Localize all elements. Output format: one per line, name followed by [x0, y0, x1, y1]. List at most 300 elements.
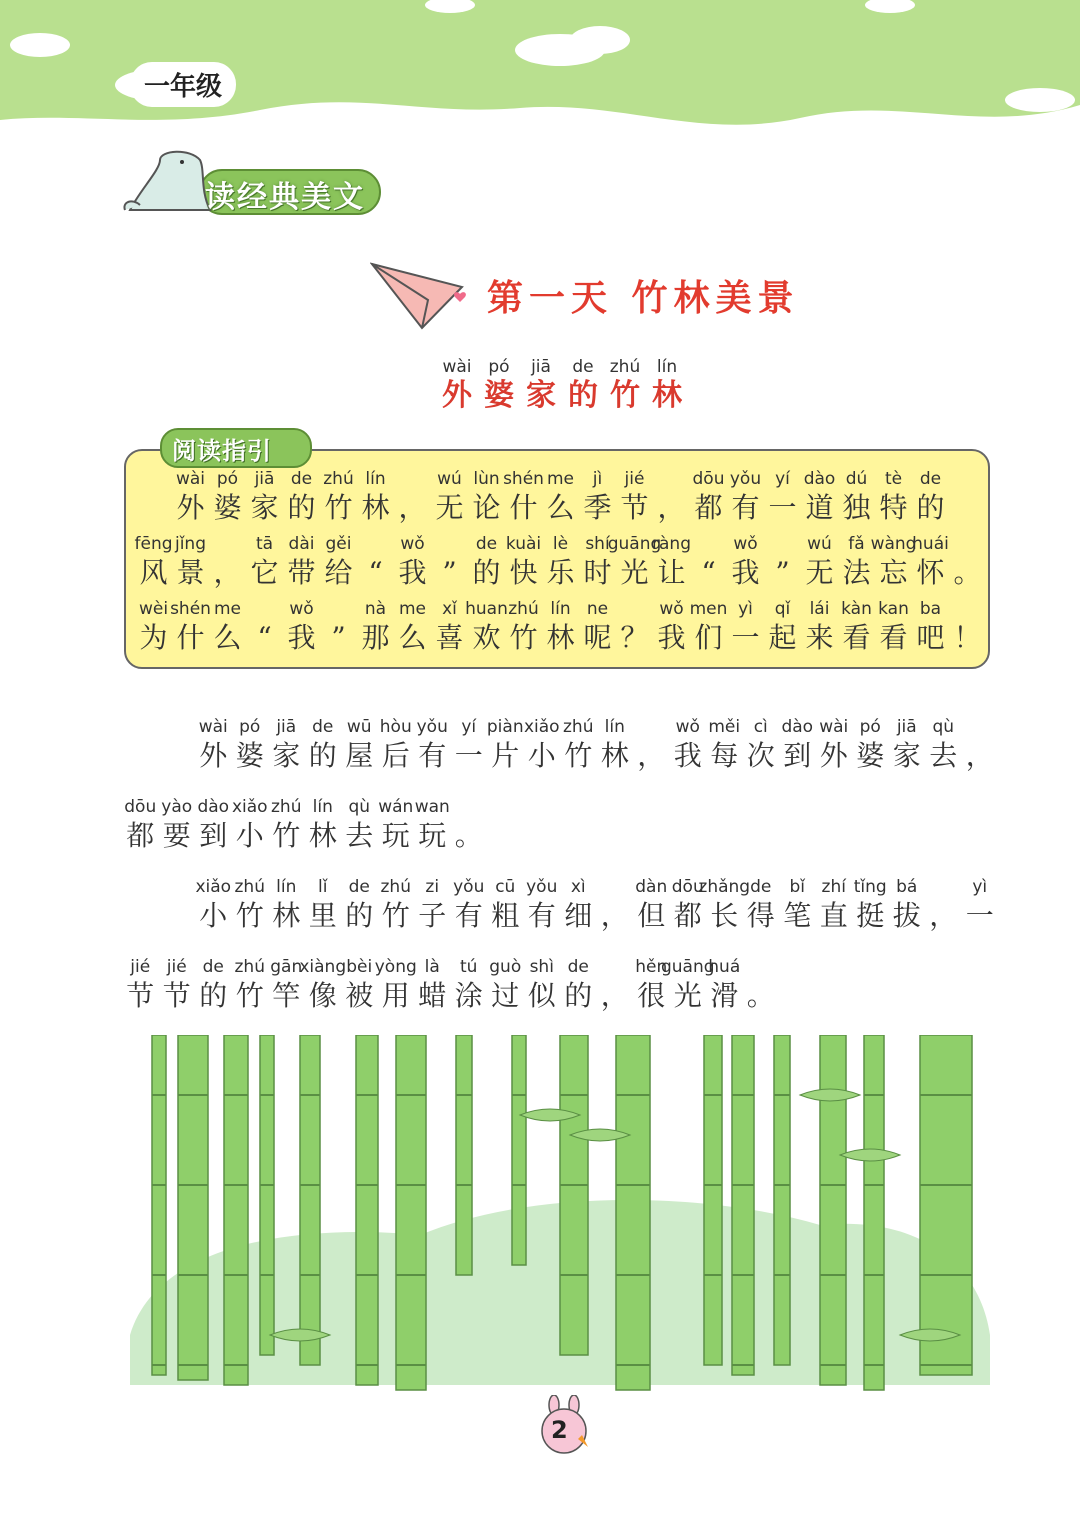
hanzi: 呢 — [583, 621, 612, 654]
pinyin: dōu — [124, 797, 157, 817]
ruby-char — [852, 876, 889, 934]
pinyin: de — [312, 717, 334, 737]
ruby-char — [232, 956, 269, 1014]
ruby-char — [135, 533, 172, 591]
pinyin: wú — [807, 534, 832, 554]
hanzi: 里 — [308, 899, 337, 932]
ruby-char — [357, 468, 394, 526]
pinyin: bèi — [346, 957, 373, 977]
hanzi: 像 — [308, 979, 337, 1012]
ruby-char — [414, 956, 451, 1014]
hanzi: 子 — [418, 899, 447, 932]
hanzi: 节 — [162, 979, 191, 1012]
pinyin: pó — [239, 717, 261, 737]
hanzi: 道 — [805, 491, 834, 524]
pinyin: yào — [161, 797, 193, 817]
pinyin: wǒ — [675, 717, 700, 737]
ruby-char — [524, 876, 561, 934]
ruby-char — [889, 716, 926, 774]
pinyin: jiā — [896, 717, 917, 737]
hanzi: ， — [398, 491, 427, 524]
hanzi: 后 — [381, 739, 410, 772]
story-line — [122, 796, 487, 854]
bamboo-stalk — [396, 1035, 426, 1390]
pinyin: tā — [255, 534, 274, 554]
ruby-char — [616, 598, 653, 656]
hanzi: 家 — [272, 739, 301, 772]
pinyin: dào — [197, 797, 230, 817]
pinyin: dōu — [692, 469, 725, 489]
pinyin: fǎ — [848, 534, 865, 554]
hanzi: 次 — [746, 739, 775, 772]
ruby-char — [209, 533, 246, 591]
ruby-char — [838, 598, 875, 656]
hanzi: ， — [929, 899, 958, 932]
hanzi: 得 — [746, 899, 775, 932]
hanzi: 的 — [287, 491, 316, 524]
hanzi: 有 — [454, 899, 483, 932]
pinyin: dú — [845, 469, 868, 489]
ruby-char — [524, 716, 561, 774]
hanzi: 那 — [361, 621, 390, 654]
hanzi: 的 — [308, 739, 337, 772]
ruby-char — [542, 533, 579, 591]
ruby-char — [912, 598, 949, 656]
pinyin: kuài — [505, 534, 542, 554]
hanzi: 怀 — [916, 556, 945, 589]
ruby-char — [357, 598, 394, 656]
hanzi: 要 — [162, 819, 191, 852]
pinyin: zhú — [323, 469, 354, 489]
hanzi: 独 — [842, 491, 871, 524]
pinyin: wàng — [870, 534, 917, 554]
hanzi: 竹 — [324, 491, 353, 524]
pinyin: pó — [488, 357, 510, 377]
ruby-char — [195, 876, 232, 934]
bamboo-stalk — [178, 1035, 208, 1380]
ruby-char — [505, 533, 542, 591]
pinyin: kàn — [841, 599, 872, 619]
ruby-char — [195, 796, 232, 854]
ruby-char — [305, 876, 342, 934]
hanzi: 无 — [805, 556, 834, 589]
ruby-char — [431, 468, 468, 526]
ruby-char — [870, 533, 917, 591]
hanzi: 光 — [620, 556, 649, 589]
ruby-char — [889, 876, 926, 934]
ruby-char — [579, 468, 616, 526]
hanzi: 婆 — [235, 739, 264, 772]
ruby-char — [122, 752, 159, 774]
hanzi: 外 — [819, 739, 848, 772]
pinyin: dàn — [635, 877, 668, 897]
hanzi: 都 — [673, 899, 702, 932]
hanzi: 竹 — [610, 378, 640, 413]
ruby-char — [209, 468, 246, 526]
hanzi: 都 — [126, 819, 155, 852]
hanzi: 竿 — [272, 979, 301, 1012]
pinyin: de — [567, 957, 589, 977]
pinyin: là — [424, 957, 440, 977]
ruby-char — [962, 716, 999, 774]
ruby-char — [801, 533, 838, 591]
hanzi: 快 — [509, 556, 538, 589]
story-line — [122, 876, 998, 934]
ruby-char — [653, 533, 690, 591]
ruby-char — [341, 796, 378, 854]
ruby-char — [706, 716, 743, 774]
ruby-char — [505, 468, 542, 526]
hanzi: 吧 — [916, 621, 945, 654]
hanzi: 。 — [953, 556, 982, 589]
hanzi: 我 — [657, 621, 686, 654]
hanzi: 法 — [842, 556, 871, 589]
pinyin: nà — [364, 599, 387, 619]
ruby-char — [357, 533, 394, 591]
ruby-char — [436, 356, 478, 414]
ruby-char — [764, 533, 801, 591]
pinyin: bá — [896, 877, 918, 897]
ruby-char — [542, 468, 579, 526]
bamboo-stalk — [774, 1035, 790, 1365]
hanzi: 们 — [694, 621, 723, 654]
hanzi: 乐 — [546, 556, 575, 589]
bamboo-stalk — [732, 1035, 754, 1375]
hanzi: 的 — [564, 979, 593, 1012]
pinyin: ne — [586, 599, 609, 619]
pinyin: lín — [604, 717, 625, 737]
bamboo-leaf — [840, 1149, 900, 1161]
ruby-char — [159, 956, 196, 1014]
pinyin: jiā — [531, 357, 551, 377]
ruby-char — [431, 533, 468, 591]
pinyin: jì — [592, 469, 603, 489]
ruby-char — [246, 533, 283, 591]
bamboo-stalk — [152, 1035, 166, 1375]
guide-line — [135, 468, 949, 526]
reading-guide-label: 阅读指引 — [172, 437, 272, 465]
hanzi: 时 — [583, 556, 612, 589]
ruby-char — [949, 598, 986, 656]
hanzi: 什 — [509, 491, 538, 524]
ruby-char — [690, 598, 727, 656]
ruby-char — [579, 598, 616, 656]
hanzi: 节 — [620, 491, 649, 524]
hanzi: 的 — [916, 491, 945, 524]
hanzi: 拔 — [892, 899, 921, 932]
hanzi: 一 — [731, 621, 760, 654]
hanzi: 长 — [710, 899, 739, 932]
pinyin: shí — [585, 534, 610, 554]
ruby-char — [925, 876, 962, 934]
pinyin: ba — [919, 599, 942, 619]
pinyin: shén — [503, 469, 544, 489]
pinyin: jiā — [254, 469, 275, 489]
hanzi: 一 — [454, 739, 483, 772]
pinyin: lùn — [473, 469, 500, 489]
hanzi: 有 — [731, 491, 760, 524]
pinyin: tǐng — [853, 877, 887, 897]
story-line — [122, 956, 779, 1014]
pinyin: piàn — [486, 717, 524, 737]
hanzi: 么 — [546, 491, 575, 524]
ruby-char — [305, 716, 342, 774]
pinyin: zhú — [234, 877, 265, 897]
pinyin: lín — [276, 877, 297, 897]
hanzi: 婆 — [856, 739, 885, 772]
hanzi: 婆 — [213, 491, 242, 524]
hanzi: “ — [257, 621, 272, 654]
ruby-char — [268, 876, 305, 934]
bamboo-stalk — [560, 1035, 588, 1355]
ruby-char — [743, 716, 780, 774]
pinyin: jié — [130, 957, 151, 977]
grade-label: 一年级 — [130, 62, 236, 107]
ruby-char — [633, 716, 670, 774]
hanzi: 竹 — [235, 979, 264, 1012]
pinyin: yí — [775, 469, 790, 489]
hanzi: 。 — [454, 819, 483, 852]
pinyin: zhú — [609, 357, 641, 377]
hanzi: 风 — [139, 556, 168, 589]
bamboo-stalk — [920, 1035, 972, 1375]
hanzi: ， — [600, 979, 629, 1012]
bamboo-stalk — [616, 1035, 650, 1390]
ruby-char — [431, 598, 468, 656]
pinyin: wǒ — [659, 599, 684, 619]
ruby-char — [320, 468, 357, 526]
pinyin: qù — [348, 797, 371, 817]
pinyin: hěn — [635, 957, 668, 977]
hanzi: 有 — [418, 739, 447, 772]
ruby-char — [660, 956, 715, 1014]
pinyin: zhí — [821, 877, 846, 897]
bamboo-stalk — [704, 1035, 722, 1365]
ruby-char — [727, 468, 764, 526]
pinyin: tú — [460, 957, 478, 977]
hanzi: ， — [213, 556, 242, 589]
ruby-char — [246, 468, 283, 526]
hanzi: 但 — [637, 899, 666, 932]
hanzi: 么 — [398, 621, 427, 654]
ruby-char — [172, 468, 209, 526]
pinyin: xǐ — [442, 599, 457, 619]
ruby-char — [653, 468, 690, 526]
bamboo-leaf — [800, 1089, 860, 1101]
pinyin: pó — [859, 717, 881, 737]
ruby-char — [268, 716, 305, 774]
pinyin: huá — [708, 957, 741, 977]
pinyin: shì — [529, 957, 554, 977]
pinyin: xiǎo — [523, 717, 560, 737]
pinyin: wèi — [138, 599, 169, 619]
pinyin: yǒu — [453, 877, 485, 897]
hanzi: 用 — [381, 979, 410, 1012]
ruby-char — [451, 716, 488, 774]
hanzi: 节 — [126, 979, 155, 1012]
ruby-char — [283, 468, 320, 526]
hanzi: ” — [442, 556, 457, 589]
ruby-char — [801, 468, 838, 526]
ruby-char — [468, 468, 505, 526]
hanzi: 被 — [345, 979, 374, 1012]
hanzi: 滑 — [710, 979, 739, 1012]
pinyin: de — [750, 877, 772, 897]
ruby-char — [706, 956, 743, 1014]
pinyin: lín — [550, 599, 571, 619]
ruby-char — [394, 533, 431, 591]
pinyin: wài — [442, 357, 472, 377]
hanzi: 家 — [250, 491, 279, 524]
bamboo-stalk — [820, 1035, 846, 1385]
hanzi: 季 — [583, 491, 612, 524]
ruby-char — [232, 716, 269, 774]
pinyin: me — [546, 469, 575, 489]
pinyin: de — [475, 534, 498, 554]
hanzi: 直 — [819, 899, 848, 932]
hanzi: 竹 — [564, 739, 593, 772]
pinyin: xiàng — [299, 957, 347, 977]
hanzi: 让 — [657, 556, 686, 589]
pinyin: zhú — [380, 877, 411, 897]
ruby-char — [159, 796, 196, 854]
hanzi: 挺 — [856, 899, 885, 932]
ruby-char — [633, 876, 670, 934]
hanzi: ， — [965, 739, 994, 772]
hanzi: 的 — [472, 556, 501, 589]
ruby-char — [604, 356, 646, 414]
hanzi: 玩 — [381, 819, 410, 852]
ruby-char — [378, 876, 415, 934]
hanzi: 什 — [176, 621, 205, 654]
ruby-char — [743, 876, 780, 934]
hanzi: “ — [368, 556, 383, 589]
pinyin: lín — [365, 469, 386, 489]
ruby-char — [172, 533, 209, 591]
hanzi: 的 — [345, 899, 374, 932]
pinyin: jiā — [276, 717, 297, 737]
hanzi: 去 — [929, 739, 958, 772]
hanzi: 屋 — [345, 739, 374, 772]
pinyin: jié — [166, 957, 187, 977]
pinyin: xiǎo — [195, 877, 232, 897]
hanzi: 有 — [527, 899, 556, 932]
ruby-char — [949, 533, 986, 591]
pinyin: wài — [198, 717, 228, 737]
ruby-char — [394, 598, 431, 656]
hanzi: 的 — [568, 378, 598, 413]
hanzi: 喜 — [435, 621, 464, 654]
hanzi: 玩 — [418, 819, 447, 852]
pinyin: dào — [803, 469, 836, 489]
hanzi: 欢 — [472, 621, 501, 654]
ruby-char — [195, 716, 232, 774]
hanzi: 忘 — [879, 556, 908, 589]
pinyin: wǒ — [733, 534, 758, 554]
hanzi: 我 — [731, 556, 760, 589]
ruby-char — [646, 356, 688, 414]
ruby-char — [414, 876, 451, 934]
hanzi: 竹 — [235, 899, 264, 932]
hanzi: 给 — [324, 556, 353, 589]
pinyin: hòu — [379, 717, 412, 737]
pinyin: guāng — [607, 534, 662, 554]
pinyin: de — [348, 877, 370, 897]
pinyin: wài — [819, 717, 849, 737]
ruby-char — [451, 876, 488, 934]
hanzi: 都 — [694, 491, 723, 524]
hanzi: 看 — [879, 621, 908, 654]
ruby-char — [801, 598, 838, 656]
pinyin: cì — [753, 717, 768, 737]
hanzi: 小 — [527, 739, 556, 772]
pinyin: kan — [878, 599, 909, 619]
hanzi: 一 — [768, 491, 797, 524]
ruby-char — [912, 468, 949, 526]
hanzi: ！ — [953, 621, 982, 654]
paper-plane-icon — [370, 262, 470, 332]
ruby-char — [122, 956, 159, 1014]
hanzi: 很 — [637, 979, 666, 1012]
pinyin: yì — [972, 877, 988, 897]
ruby-char — [378, 796, 415, 854]
ruby-char — [607, 533, 662, 591]
hanzi: 一 — [965, 899, 994, 932]
hanzi: 看 — [842, 621, 871, 654]
guide-line — [135, 598, 986, 656]
ruby-char — [727, 598, 764, 656]
pinyin: wǒ — [400, 534, 425, 554]
hanzi: ” — [331, 621, 346, 654]
ruby-char — [465, 598, 508, 656]
hanzi: 婆 — [484, 378, 514, 413]
pinyin: jié — [624, 469, 645, 489]
hanzi: 我 — [398, 556, 427, 589]
ruby-char — [159, 912, 196, 934]
pinyin: jǐng — [174, 534, 206, 554]
pinyin: huan — [465, 599, 508, 619]
pinyin: me — [398, 599, 427, 619]
ruby-char — [875, 598, 912, 656]
hanzi: 家 — [892, 739, 921, 772]
ruby-char — [159, 752, 196, 774]
ruby-char — [283, 533, 320, 591]
hanzi: 光 — [673, 979, 702, 1012]
ruby-char — [542, 598, 579, 656]
hanzi: 似 — [527, 979, 556, 1012]
ruby-char — [122, 912, 159, 934]
pinyin: lǐ — [318, 877, 328, 897]
hanzi: ？ — [620, 621, 649, 654]
pinyin: yǒu — [729, 469, 762, 489]
pinyin: xiǎo — [231, 797, 268, 817]
bamboo-forest-illustration — [120, 1035, 1000, 1395]
pinyin: zhú — [271, 797, 302, 817]
pinyin: yì — [738, 599, 753, 619]
pinyin: zhǎng — [698, 877, 751, 897]
hanzi: ， — [600, 899, 629, 932]
ruby-char — [209, 598, 246, 656]
hanzi: ” — [775, 556, 790, 589]
pinyin: wan — [414, 797, 450, 817]
ruby-char — [690, 533, 727, 591]
bamboo-stalk — [224, 1035, 248, 1385]
ruby-char — [653, 598, 690, 656]
ruby-char — [690, 468, 727, 526]
pinyin: de — [919, 469, 942, 489]
pinyin: zhú — [234, 957, 265, 977]
ruby-char — [562, 356, 604, 414]
